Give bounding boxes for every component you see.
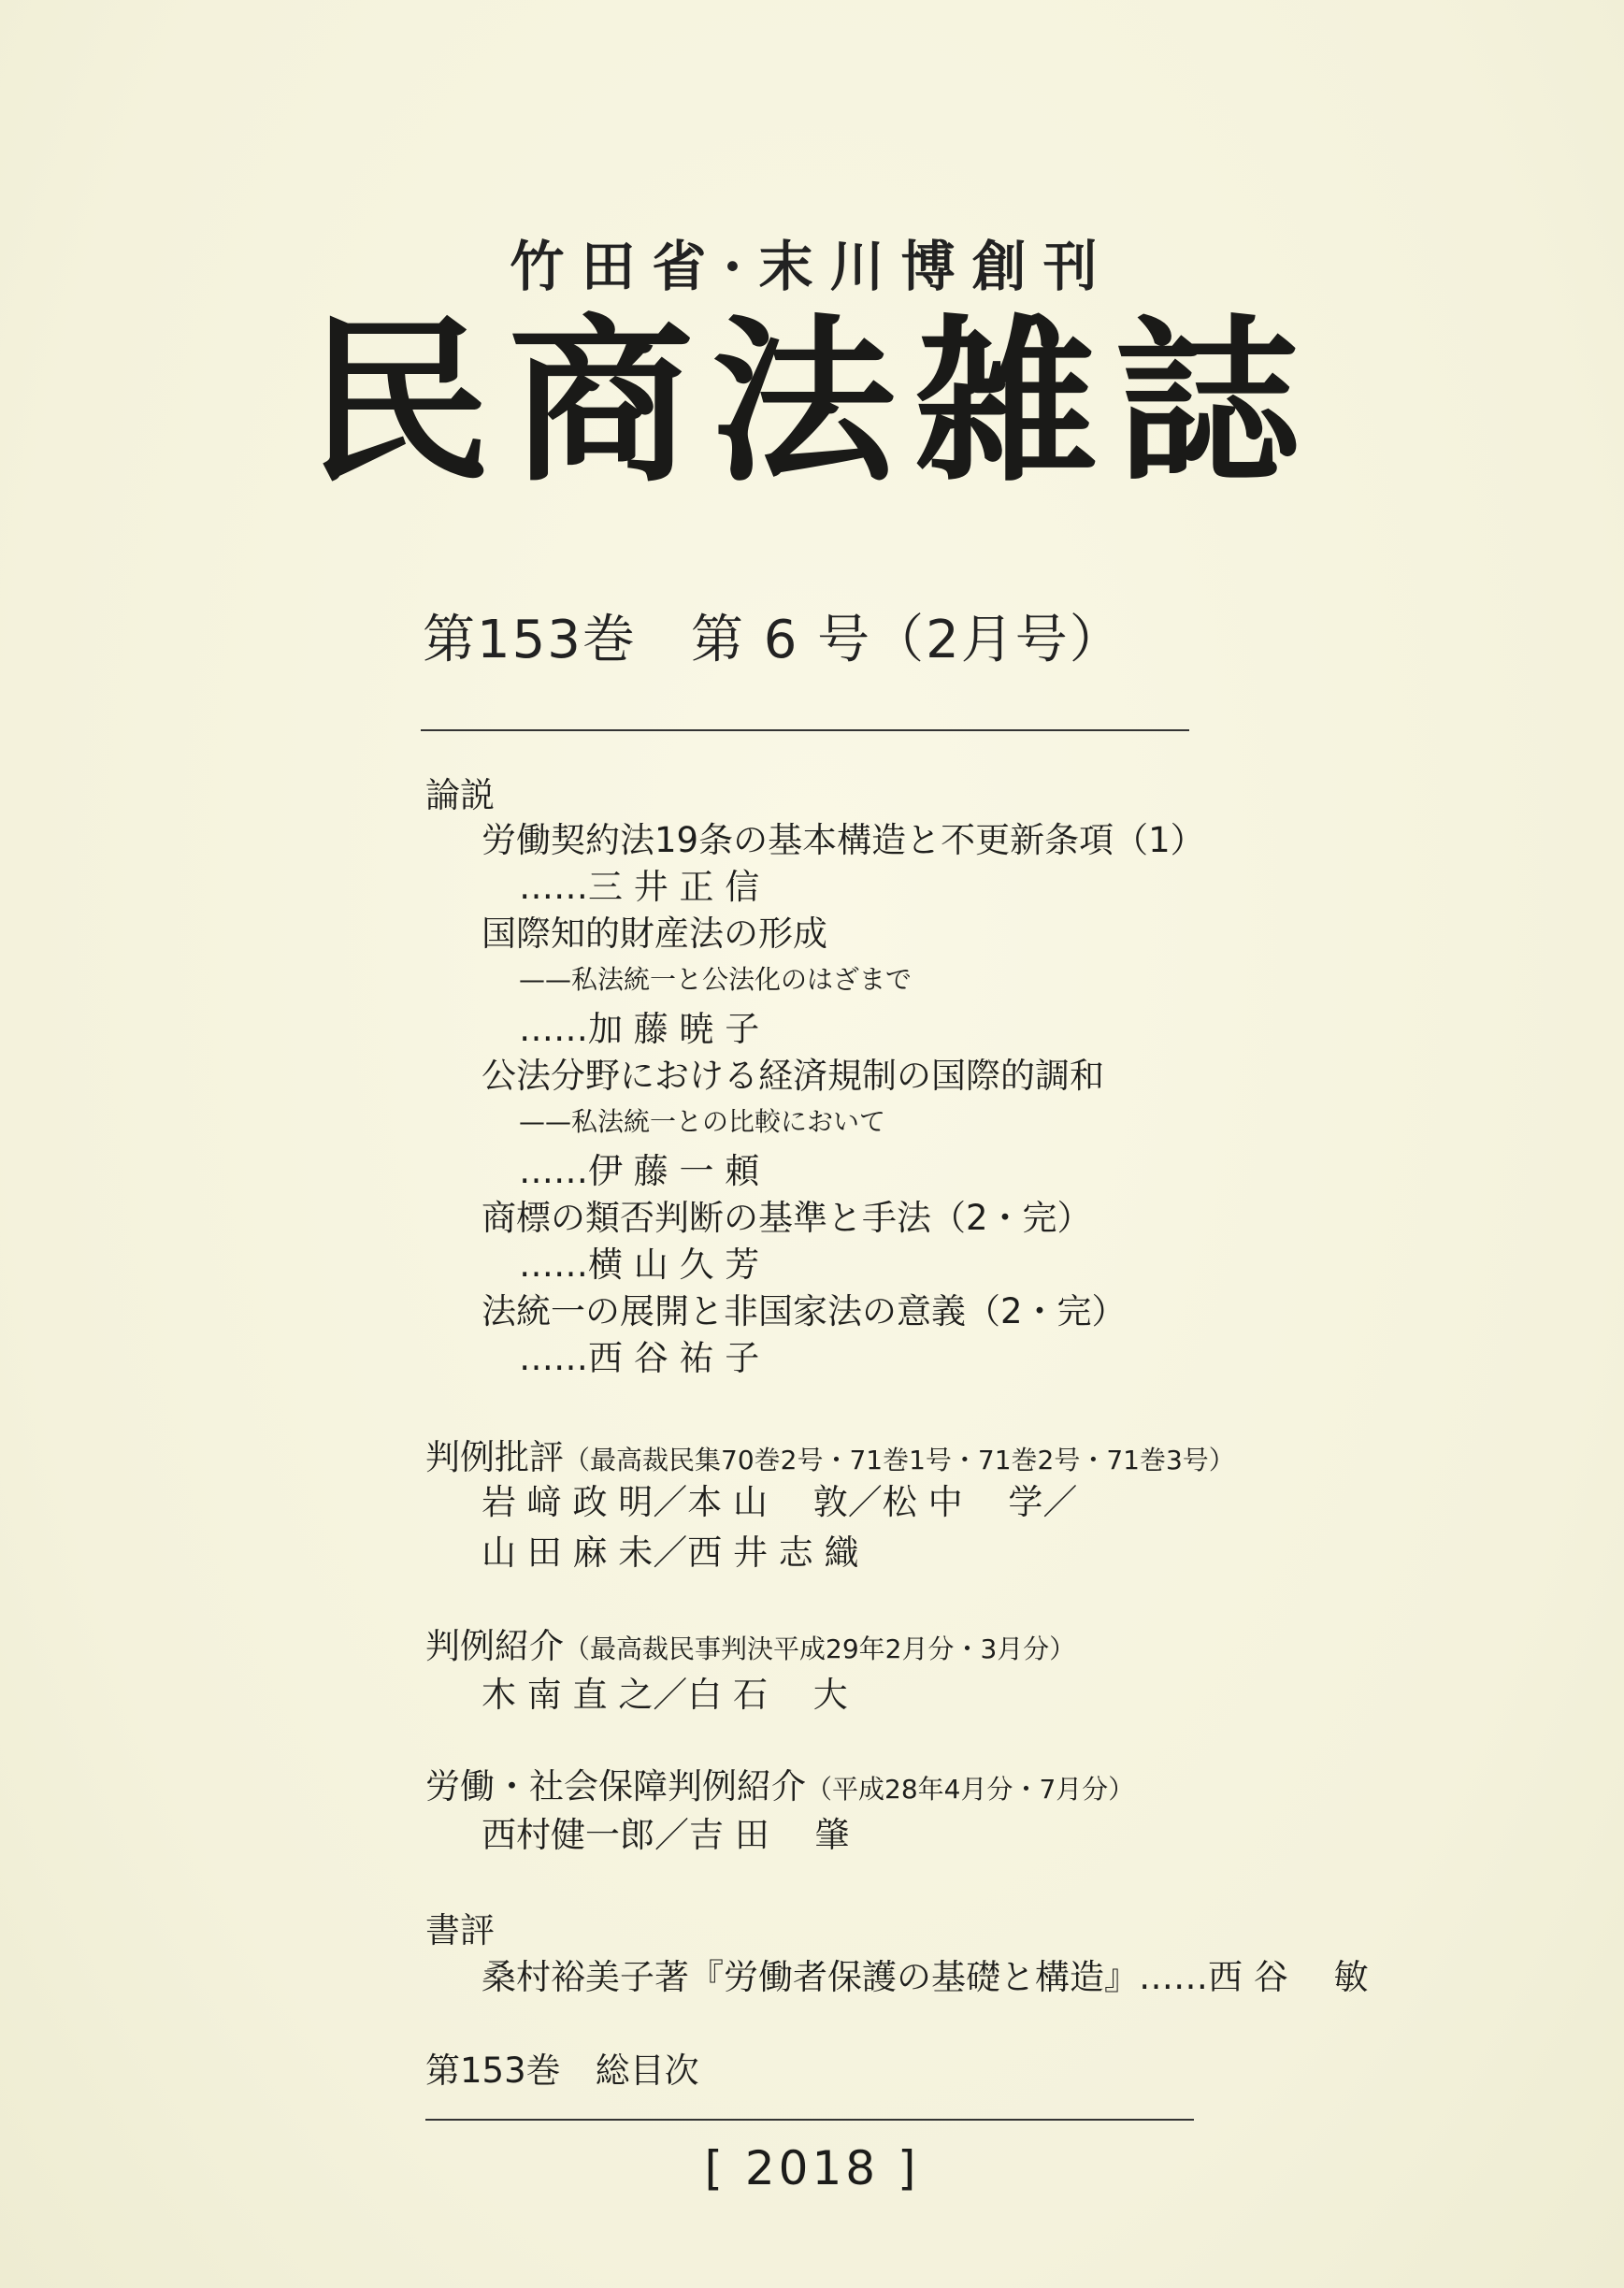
author-list: 西村健一郎／吉 田 肇: [481, 1815, 850, 1855]
section-heading-ronsetsu: 論説: [425, 775, 495, 815]
section-hanrei-shokai: [425, 1626, 1076, 1666]
author-list: 岩 﨑 政 明／本 山 敦／松 中 学／: [481, 1482, 1078, 1522]
section-heading-hanrei-shokai: 判例紹介: [425, 1626, 564, 1666]
volume-index: 第153巻 総目次: [425, 2051, 699, 2091]
article-title: 法統一の展開と非国家法の意義（2・完）: [481, 1291, 1127, 1331]
article-author: ……横 山 久 芳: [519, 1245, 760, 1285]
author-list: 山 田 麻 未／西 井 志 織: [481, 1533, 859, 1573]
article-title: 国際知的財産法の形成: [481, 914, 827, 954]
section-note: （最高裁民事判決平成29年2月分・3月分）: [564, 1633, 1076, 1664]
section-heading-shohyo: 書評: [425, 1910, 495, 1950]
bottom-divider: [425, 2119, 1194, 2121]
founders-line: 竹田省·末川博創刊: [510, 235, 1114, 298]
publication-year: [ 2018 ]: [704, 2141, 920, 2195]
article-title: 公法分野における経済規制の国際的調和: [481, 1056, 1104, 1096]
journal-title: 民商法雑誌: [306, 297, 1318, 506]
section-heading-rodo-shokai: 労働・社会保障判例紹介: [425, 1766, 806, 1806]
section-hanrei-hihyo: [425, 1437, 1235, 1477]
section-heading-hanrei-hihyo: 判例批評: [425, 1437, 564, 1477]
issue-number: 第153巻 第 6 号（2月号）: [423, 610, 1124, 670]
article-subtitle: ——私法統一との比較において: [519, 1106, 886, 1137]
section-note: （最高裁民集70巻2号・71巻1号・71巻2号・71巻3号）: [564, 1445, 1235, 1475]
author-list: 木 南 直 之／白 石 大: [481, 1675, 848, 1715]
article-author: ……三 井 正 信: [519, 867, 760, 907]
section-rodo-shokai: [425, 1766, 1135, 1806]
article-subtitle: ——私法統一と公法化のはざまで: [519, 964, 913, 995]
article-author: ……加 藤 暁 子: [519, 1009, 760, 1049]
article-title: 商標の類否判断の基準と手法（2・完）: [481, 1198, 1092, 1238]
article-author: ……西 谷 祐 子: [519, 1338, 760, 1378]
section-note: （平成28年4月分・7月分）: [806, 1774, 1135, 1805]
article-title: 労働契約法19条の基本構造と不更新条項（1）: [481, 820, 1205, 860]
article-author: ……伊 藤 一 頼: [519, 1151, 760, 1191]
top-divider: [421, 729, 1189, 731]
book-review-entry: 桑村裕美子著『労働者保護の基礎と構造』……西 谷 敏: [481, 1957, 1369, 1997]
